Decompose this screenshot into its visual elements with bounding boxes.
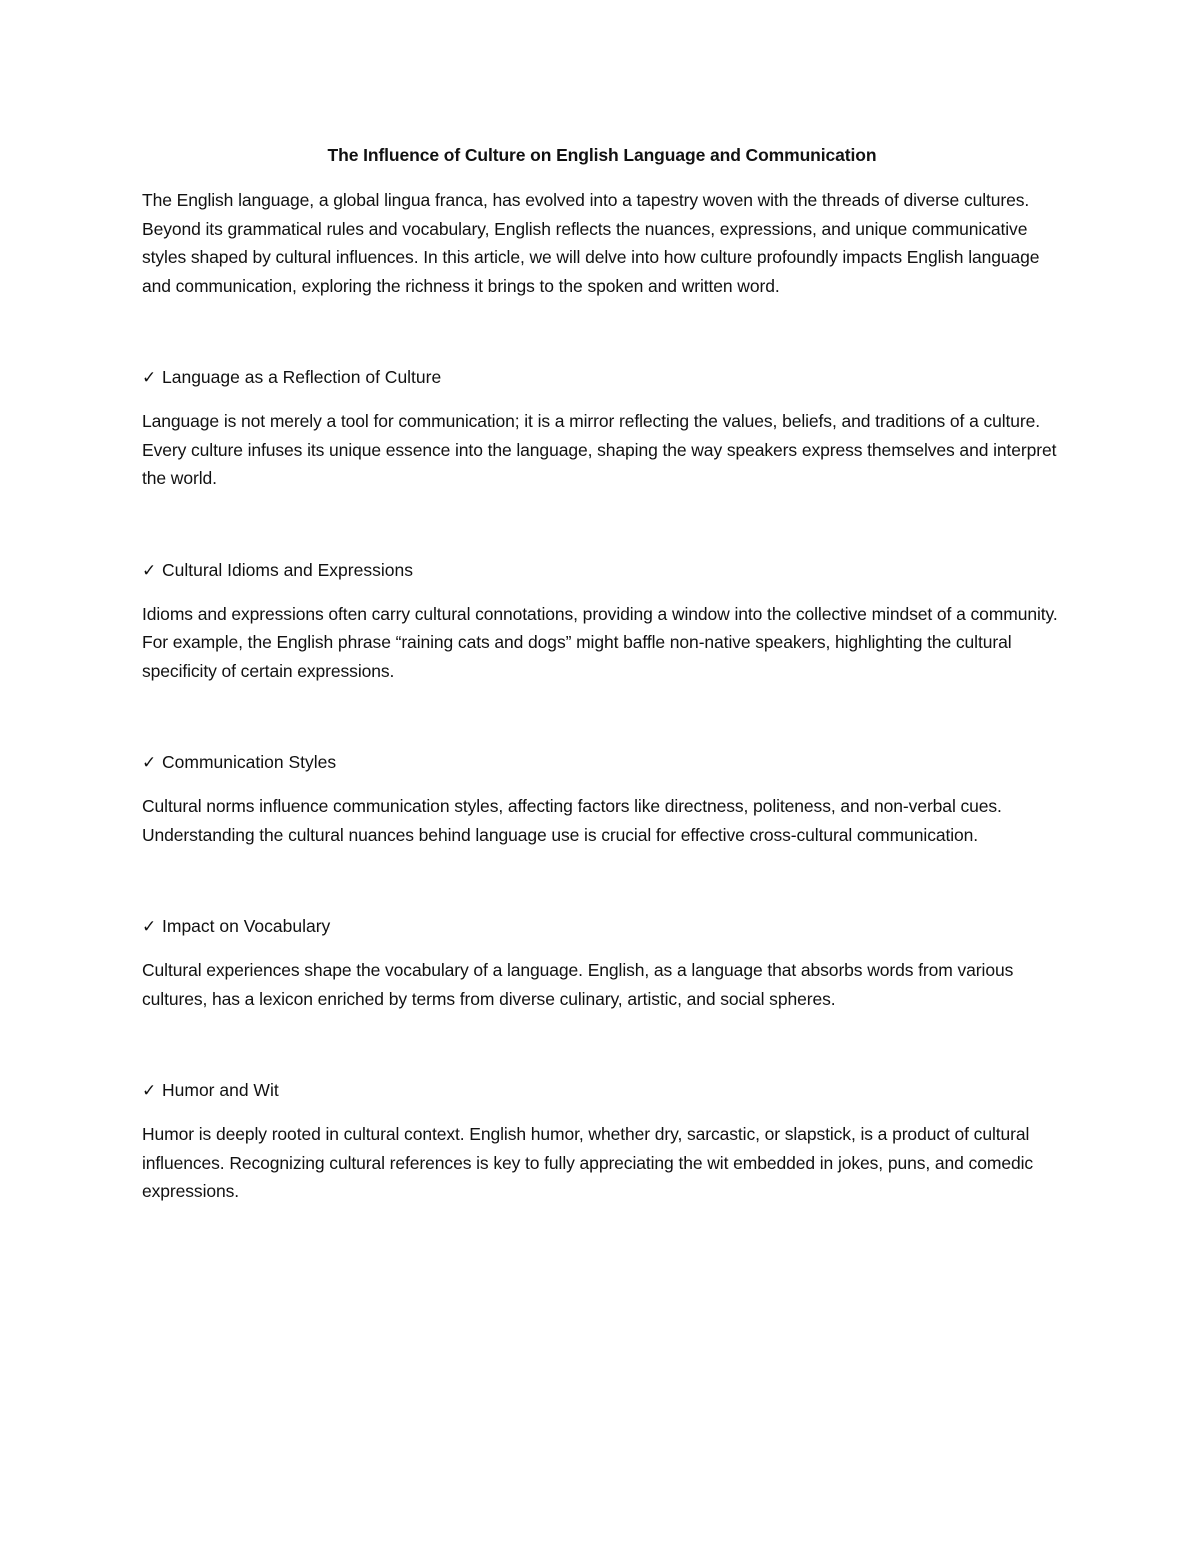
section-heading <box>142 556 1062 585</box>
section-body: Idioms and expressions often carry cultural connotations, providing a window into the collective mindset of a community. For example, the English phrase “raining cats and dogs” might baffle non-native speakers, highlighting the cultural specificity of certain expressions. <box>142 603 1058 681</box>
section-heading-text: Humor and Wit <box>162 1080 279 1100</box>
section-heading-text: Impact on Vocabulary <box>162 916 331 936</box>
section-heading <box>142 363 1062 392</box>
intro-paragraph: The English language, a global lingua franca, has evolved into a tapestry woven with the threads of diverse cultures. Beyond its grammatical rules and vocabulary, English reflects the nuances, expressions, and unique communicative styles shaped by cultural influences. In this article, we will delve into how culture profoundly impacts English language and communication, exploring the richness it brings to the spoken and written word. <box>142 190 1040 296</box>
document-content <box>142 141 1062 1206</box>
section-body: Humor is deeply rooted in cultural context. English humor, whether dry, sarcastic, or slapstick, is a product of cultural influences. Recognizing cultural references is key to fully appreciating the wit embedded in jokes, puns, and comedic expressions. <box>142 1124 1034 1201</box>
section-body: Language is not merely a tool for communication; it is a mirror reflecting the values, beliefs, and traditions of a culture. Every culture infuses its unique essence into the language, shaping the way speakers express themselves and interpret the world. <box>142 411 1057 488</box>
section-heading-text: Communication Styles <box>162 752 337 772</box>
section-idioms <box>142 556 1062 686</box>
section-heading <box>142 748 1062 777</box>
section-body: Cultural experiences shape the vocabulary of a language. English, as a language that absorbs words from various cultures, has a lexicon enriched by terms from diverse culinary, artistic, and social spheres. <box>142 960 1014 1009</box>
section-language-reflection <box>142 363 1062 493</box>
section-vocabulary <box>142 912 1062 1013</box>
check-icon: ✓ <box>142 560 157 581</box>
check-icon: ✓ <box>142 1081 157 1101</box>
section-heading <box>142 912 1062 941</box>
check-icon: ✓ <box>142 917 157 937</box>
document-title: The Influence of Culture on English Language and Communication <box>327 145 877 165</box>
section-humor <box>142 1076 1062 1206</box>
check-icon: ✓ <box>142 753 157 773</box>
section-body: Cultural norms influence communication styles, affecting factors like directness, politeness, and non-verbal cues. Understanding the cultural nuances behind language use is crucial for effective cross-cultural communication. <box>142 796 1002 845</box>
section-heading-text: Language as a Reflection of Culture <box>162 367 442 387</box>
section-heading-text: Cultural Idioms and Expressions <box>162 559 413 580</box>
section-heading <box>142 1076 1062 1105</box>
check-icon: ✓ <box>142 368 157 388</box>
section-communication-styles <box>142 748 1062 849</box>
